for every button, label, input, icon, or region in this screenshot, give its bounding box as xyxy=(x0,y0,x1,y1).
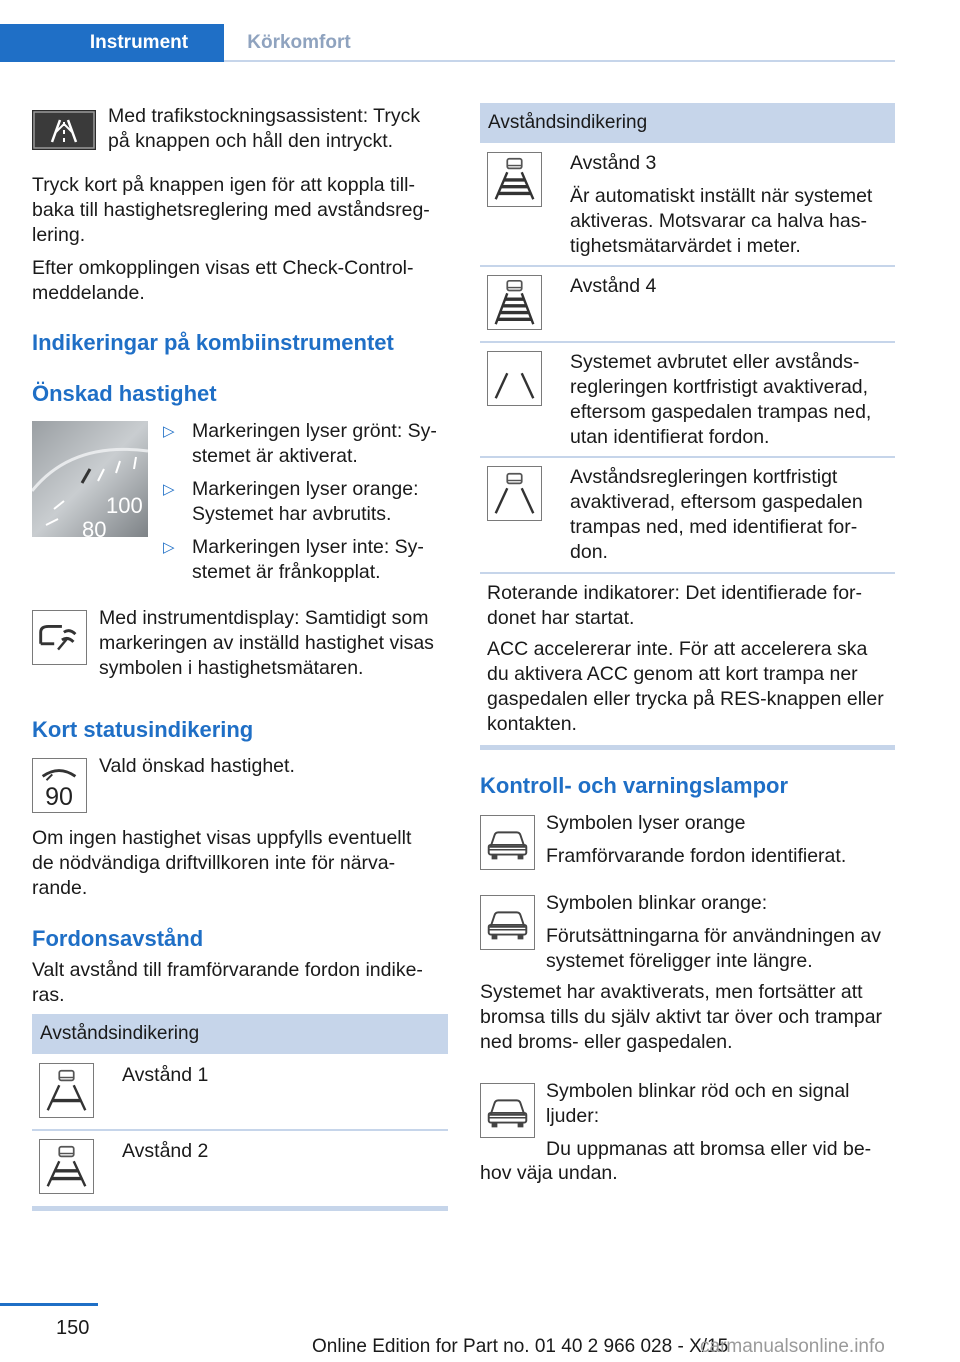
distance-intro: Valt avstånd till framförvarande fordon indike- ras. xyxy=(32,959,423,1006)
row-divider xyxy=(480,572,895,574)
heading-short-status: Kort statusindikering xyxy=(32,717,254,742)
page-number: 150 xyxy=(56,1317,90,1339)
heading-vehicle-distance: Fordonsavstånd xyxy=(32,926,204,951)
row-divider xyxy=(32,1129,448,1131)
traffic-jam-button-icon xyxy=(32,110,96,150)
heading-desired-speed: Önskad hastighet xyxy=(32,381,217,406)
lamp-red-text: Symbolen blinkar röd och en signal ljuder: Du uppmanas att bromsa eller vid be- xyxy=(546,1080,872,1160)
speedo-label-80: 80 xyxy=(82,517,107,537)
system-deactivated-paragraph: Systemet har avaktiverats, men fortsätter att bromsa tills du själv aktivt tar över och trampar ned broms- eller gaspedalen. xyxy=(480,981,883,1053)
traffic-jam-text: Med trafikstockningsassistent: Tryck på knappen och håll den intryckt. xyxy=(108,105,421,152)
triangle-bullet-icon: ▷ xyxy=(163,539,175,556)
footer-accent-line xyxy=(0,1303,98,1306)
row-divider xyxy=(480,341,895,343)
distance-2-icon xyxy=(39,1139,94,1194)
list-item: ▷ Markeringen lyser orange: Systemet har avbrutits. xyxy=(163,478,419,525)
row-divider xyxy=(480,265,895,267)
distance-4-icon xyxy=(487,275,542,330)
vehicle-detected-icon xyxy=(480,815,535,870)
heading-lamps: Kontroll- och varningslampor xyxy=(480,773,789,798)
interrupted-text: Systemet avbrutet eller avstånds- regleringen kortfristigt avaktiverad, eftersom gaspedalen trampas ned, utan identifierat fordon. xyxy=(570,351,872,448)
chosen-speed-text: Vald önskad hastighet. xyxy=(99,755,295,777)
rotating-indicators-text: Roterande indikatorer: Det identifierade for- donet har startat. xyxy=(487,582,863,629)
tab-instrument[interactable]: Instrument xyxy=(0,24,224,62)
lamp-orange-text: Symbolen lyser orange Framförvarande fordon identifierat. xyxy=(546,812,847,867)
distance-2-label: Avstånd 2 xyxy=(122,1140,209,1162)
lamp-red-continuation: hov väja undan. xyxy=(480,1162,618,1184)
triangle-bullet-icon: ▷ xyxy=(163,481,175,498)
speedometer-image xyxy=(32,421,148,537)
speed-indicator-list xyxy=(163,419,437,593)
deactivated-with-vehicle-icon xyxy=(487,466,542,521)
acc-text: ACC accelererar inte. För att accelerera ska du aktivera ACC genom att kort trampa ner gaspedalen eller trycka på RES-knappen eller kontakten. xyxy=(487,638,884,735)
list-item: ▷ Markeringen lyser inte: Sy- stemet är frånkopplat. xyxy=(163,536,424,583)
interrupted-no-vehicle-icon xyxy=(487,351,542,406)
lamp-flashing-orange-text: Symbolen blinkar orange: Förutsättningarna för användningen av systemet föreligger inte längre. xyxy=(546,892,881,972)
watermark: carmanualsonline.info xyxy=(700,1336,885,1357)
header-divider xyxy=(224,60,895,62)
row-divider xyxy=(480,456,895,458)
vehicle-flashing-red-icon xyxy=(480,1083,535,1138)
speed-90-status-icon xyxy=(32,758,87,813)
distance-table-header: Avståndsindikering xyxy=(32,1014,448,1054)
heading-indications: Indikeringar på kombiinstrumentet xyxy=(32,330,394,355)
distance-1-label: Avstånd 1 xyxy=(122,1064,209,1086)
paragraph-after-switch: Efter omkopplingen visas ett Check-Control- meddelande. xyxy=(32,257,414,304)
tab-korkomfort[interactable]: Körkomfort xyxy=(247,32,351,53)
table-end-line xyxy=(32,1206,448,1211)
list-item: ▷ Markeringen lyser grönt: Sy- stemet är aktiverat. xyxy=(163,420,437,467)
table-end-line xyxy=(480,745,895,750)
distance-4-label: Avstånd 4 xyxy=(570,275,657,297)
triangle-bullet-icon: ▷ xyxy=(163,423,175,440)
distance-3-icon xyxy=(487,152,542,207)
distance-table-header-continued: Avståndsindikering xyxy=(480,103,895,143)
deactivated-text: Avståndsregleringen kortfristigt avaktiverad, eftersom gaspedalen trampas ned, med identifierat for- don. xyxy=(570,466,863,563)
edition-text: Online Edition for Part no. 01 40 2 966 028 - X/15 xyxy=(312,1336,729,1357)
speed-symbol-icon xyxy=(32,610,87,665)
distance-3-text: Avstånd 3 Är automatiskt inställt när systemet aktiveras. Motsvarar ca halva has- tighetsmätarvärdet i meter. xyxy=(570,152,873,257)
speedo-label-100: 100 xyxy=(106,493,143,518)
svg-text:90: 90 xyxy=(45,783,73,812)
instrument-display-text: Med instrumentdisplay: Samtidigt som markeringen av inställd hastighet visas symbolen i hastighetsmätaren. xyxy=(99,607,434,679)
no-speed-paragraph: Om ingen hastighet visas uppfylls eventuellt de nödvändiga driftvillkoren inte för närva- rande. xyxy=(32,827,412,899)
vehicle-flashing-orange-icon xyxy=(480,895,535,950)
distance-1-icon xyxy=(39,1063,94,1118)
paragraph-switch-back: Tryck kort på knappen igen för att koppla till- baka till hastighetsreglering med avståndsreg- lering. xyxy=(32,174,430,246)
